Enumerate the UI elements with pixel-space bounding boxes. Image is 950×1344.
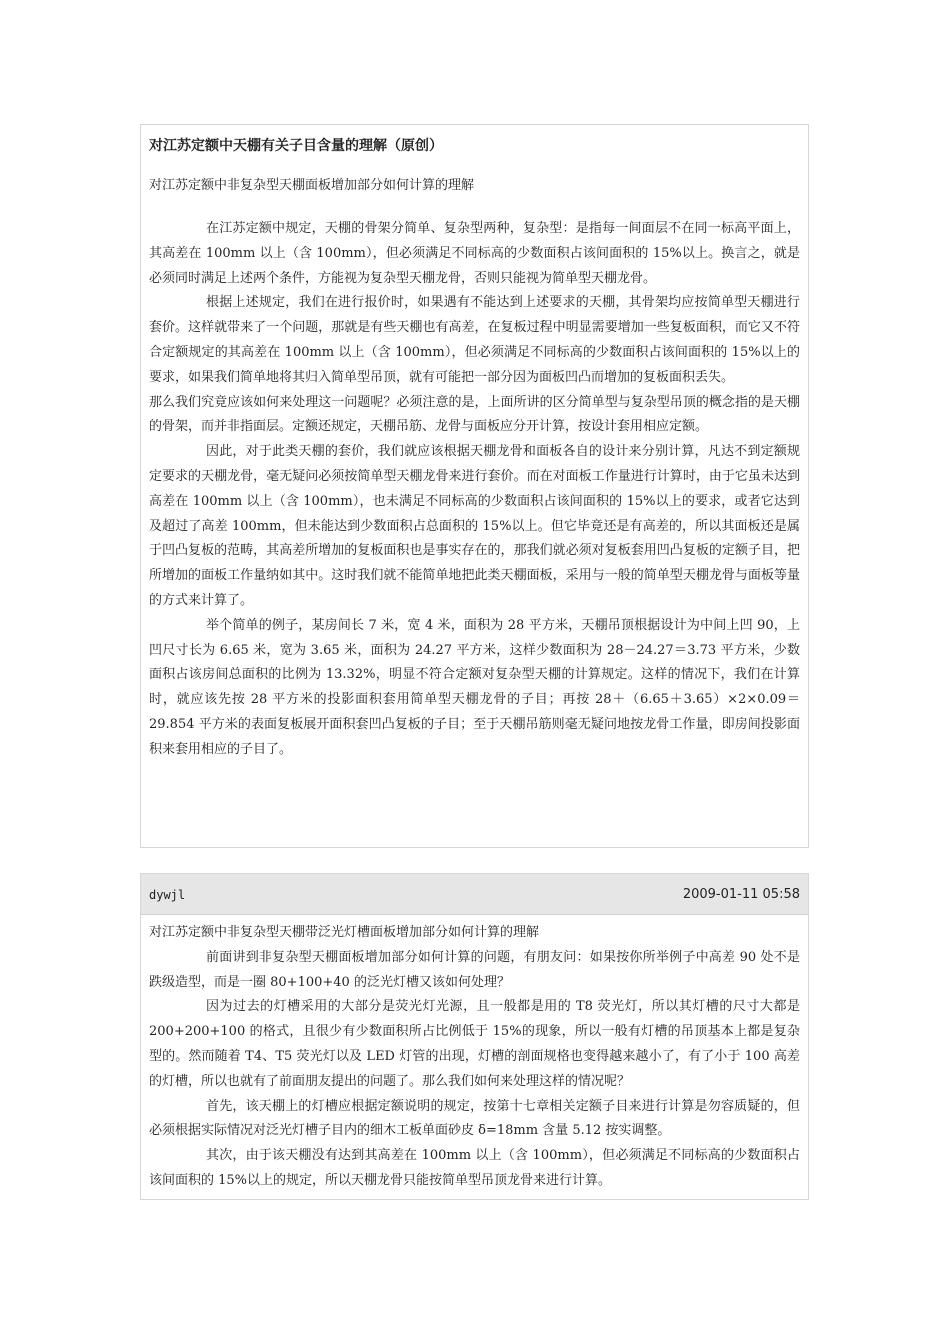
reply-body — [141, 915, 808, 1194]
reply-header — [141, 874, 808, 915]
post-title: 对江苏定额中天棚有关子目含量的理解（原创） — [149, 138, 443, 154]
paragraph: 根据上述规定，我们在进行报价时，如果遇有不能达到上述要求的天棚，其骨架均应按简单型天棚进行套价。这样就带来了一个问题，那就是有些天棚也有高差，在复板过程中明显需要增加一些复板面积，而它又不符合定额规定的其高差在 100mm 以上（含 100mm），但必须满足不同标高的少数面积占该间面积的 15%以上的要求，如果我们简单地将其归入简单型吊顶，就有可能把一部分因为面板凹凸而增加的复板面积丢失。 — [149, 295, 800, 385]
paragraph: 举个简单的例子，某房间长 7 米，宽 4 米，面积为 28 平方米，天棚吊顶根据设计为中间上凹 90，上凹尺寸长为 6.65 米，宽为 3.65 米，面积为 24.27 平方米，这样少数面积为 28－24.27＝3.73 平方米，少数面积占该房间总面积的比例为 13.32%，明显不符合定额对复杂型天棚的计算规定。这样的情况下，我们在计算时，就应该先按 28 平方米的投影面积套用简单型天棚龙骨的子目；再按 28＋（6.65＋3.65）×2×0.09＝29.854 平方米的表面复板展开面积套凹凸复板的子目；至于天棚吊筋则毫无疑问地按龙骨工作量，即房间投影面积来套用相应的子目了。 — [149, 617, 800, 757]
paragraph: 因此，对于此类天棚的套价，我们就应该根据天棚龙骨和面板各自的设计来分别计算，凡达不到定额规定要求的天棚龙骨，毫无疑问必须按简单型天棚龙骨来进行套价。而在对面板工作量进行计算时，由于它虽未达到高差在 100mm 以上（含 100mm），也未满足不同标高的少数面积占该间面积的 15%以上的要求，或者它达到及超过了高差 100mm，但未能达到少数面积占总面积的 15%以上。但它毕竟还是有高差的，所以其面板还是属于凹凸复板的范畴，其高差所增加的复板面积也是事实存在的，那我们就必须对复板套用凹凸复板的定额子目，把所增加的面板工作量纳如其中。这时我们就不能简单地把此类天棚面板，采用与一般的简单型天棚龙骨与面板等量的方式来计算了。 — [149, 444, 800, 608]
post-card-1 — [140, 124, 809, 848]
post-body — [149, 217, 800, 763]
paragraph: 在江苏定额中规定，天棚的骨架分简单、复杂型两种，复杂型：是指每一间面层不在同一标高平面上，其高差在 100mm 以上（含 100mm），但必须满足不同标高的少数面积占该间面积的 15%以上。换言之，就是必须同时满足上述两个条件，方能视为复杂型天棚龙骨，否则只能视为简单型天棚龙骨。 — [149, 221, 800, 286]
paragraph: 首先，该天棚上的灯槽应根据定额说明的规定，按第十七章相关定额子目来进行计算是勿容质疑的，但必须根据实际情况对泛光灯槽子目内的细木工板单面砂皮 δ=18mm 含量 5.12 按实调整。 — [149, 1098, 800, 1139]
paragraph: 那么我们究竟应该如何来处理这一问题呢？必须注意的是，上面所讲的区分简单型与复杂型吊顶的概念指的是天棚的骨架，而并非指面层。定额还规定，天棚吊筋、龙骨与面板应分开计算，按设计套用相应定额。 — [149, 394, 800, 435]
post-card-2 — [140, 873, 809, 1200]
post-date: 2009-01-11 05:58 — [682, 887, 800, 902]
paragraph: 因为过去的灯槽采用的大部分是荧光灯光源，且一般都是用的 T8 荧光灯，所以其灯槽的尺寸大都是 200+200+100 的格式，且很少有少数面积所占比例低于 15%的现象，所以一般有灯槽的吊顶基本上都是复杂型的。然而随着 T4、T5 荧光灯以及 LED 灯管的出现，灯槽的剖面规格也变得越来越小了，有了小于 100 高差的灯槽，所以也就有了前面朋友提出的问题了。那么我们如何来处理这样的情况呢？ — [149, 999, 800, 1089]
author-link[interactable]: dywjl — [149, 888, 186, 902]
reply-title: 对江苏定额中非复杂型天棚带泛光灯槽面板增加部分如何计算的理解 — [149, 925, 540, 940]
paragraph: 前面讲到非复杂型天棚面板增加部分如何计算的问题，有朋友问：如果按你所举例子中高差 90 处不是跌级造型，而是一圈 80+100+40 的泛光灯槽又该如何处理？ — [149, 949, 800, 990]
paragraph: 其次，由于该天棚没有达到其高差在 100mm 以上（含 100mm），但必须满足不同标高的少数面积占该间面积的 15%以上的规定，所以天棚龙骨只能按简单型吊顶龙骨来进行计算。 — [149, 1148, 800, 1188]
post-subtitle: 对江苏定额中非复杂型天棚面板增加部分如何计算的理解 — [149, 178, 475, 193]
